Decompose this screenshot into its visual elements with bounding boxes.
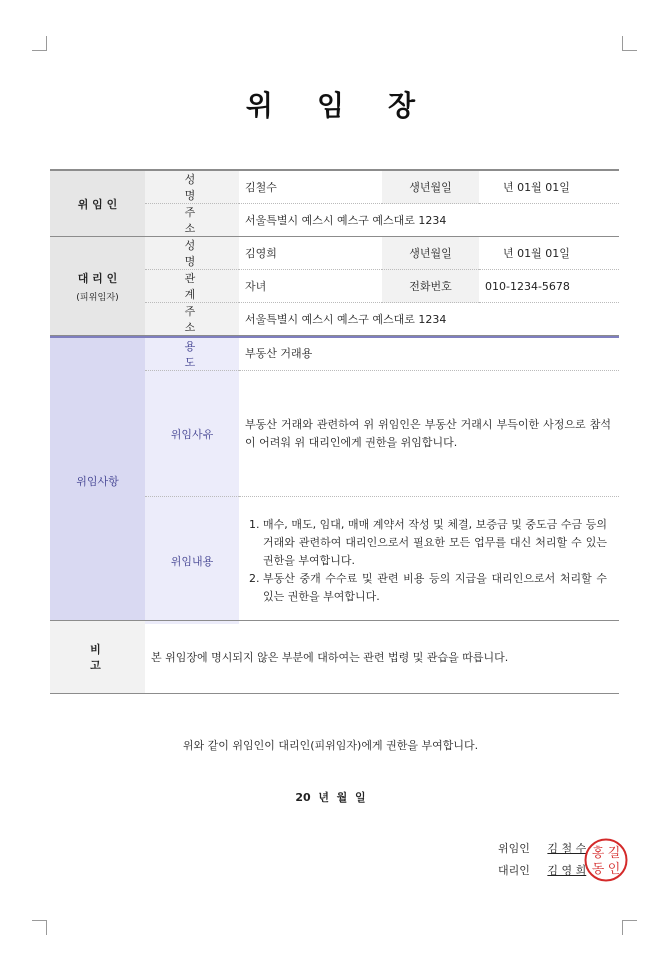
delegator-address-label: 주 소 — [145, 204, 239, 237]
purpose-label: 용 도 — [145, 337, 239, 371]
svg-text:길: 길 — [607, 846, 621, 861]
agent-phone: 010-1234-5678 — [479, 270, 619, 303]
statement: 위와 같이 위임인이 대리인(피위임자)에게 권한을 부여합니다. — [182, 739, 479, 752]
agent-signature — [498, 862, 586, 878]
agent-birth-label: 생년월일 — [382, 237, 479, 270]
agent-address: 서울특별시 예스시 예스구 예스대로 1234 — [239, 303, 619, 336]
agent-group-label — [50, 237, 145, 336]
agent-relation: 자녀 — [239, 270, 382, 303]
title-char: 위 — [245, 89, 273, 122]
delegator-signature-name: 김 철 수 — [547, 842, 587, 855]
remarks-text: 본 위임장에 명시되지 않은 부분에 대하여는 관련 법령 및 관습을 따릅니다. — [151, 651, 509, 664]
seal-stamp — [584, 838, 628, 882]
purpose-value: 부동산 거래용 — [239, 337, 619, 371]
delegator-birth-label: 생년월일 — [382, 170, 479, 204]
delegator-signature — [498, 840, 586, 856]
svg-text:동: 동 — [591, 862, 605, 877]
reason-value: 부동산 거래와 관련하여 위 위임인은 부동산 거래시 부득이한 사정으로 참석이 어려워 위 대리인에게 권한을 위임합니다. — [239, 371, 619, 497]
agent-address-label: 주 소 — [145, 303, 239, 336]
delegator-address: 서울특별시 예스시 예스구 예스대로 1234 — [239, 204, 619, 237]
agent-group-title: 대 리 인 — [77, 271, 118, 285]
svg-text:홍: 홍 — [591, 846, 605, 861]
agent-signature-name: 김 영 희 — [547, 864, 587, 877]
delegator-name-label: 성 명 — [145, 170, 239, 204]
reason-label: 위임사유 — [145, 371, 239, 497]
agent-group-subtitle: (피위임자) — [76, 291, 119, 303]
content-value — [239, 497, 619, 625]
content-item: 1. 매수, 매도, 임대, 매매 계약서 작성 및 체결, 보증금 및 중도금 수금 등의 거래와 관련하여 대리인으로서 필요한 모든 업무를 대신 처리할 수 있는 권한을 부여합니다. — [263, 516, 613, 570]
agent-name: 김영희 — [239, 237, 382, 270]
date-line: 20 년 월 일 — [295, 791, 366, 804]
delegator-group-label: 위 임 인 — [50, 170, 145, 237]
remarks-table — [50, 620, 619, 694]
content-item: 2. 부동산 중개 수수료 및 관련 비용 등의 지급을 대리인으로서 처리할 수 있는 권한을 부여합니다. — [263, 570, 613, 606]
delegation-table — [50, 336, 619, 624]
crop-mark-top-right — [622, 36, 637, 51]
svg-text:인: 인 — [607, 862, 621, 877]
title-char: 장 — [388, 89, 416, 122]
agent-birth: 년 01월 01일 — [479, 237, 619, 270]
document-title — [0, 84, 661, 124]
delegator-signature-label: 위임인 — [498, 842, 530, 855]
parties-table — [50, 169, 619, 336]
delegator-birth: 년 01월 01일 — [479, 170, 619, 204]
delegation-group-label: 위임사항 — [50, 337, 145, 624]
content-label: 위임내용 — [145, 497, 239, 625]
crop-mark-top-left — [32, 36, 47, 51]
agent-phone-label: 전화번호 — [382, 270, 479, 303]
agent-signature-label: 대리인 — [498, 864, 530, 877]
delegator-name: 김철수 — [239, 170, 382, 204]
agent-relation-label: 관 계 — [145, 270, 239, 303]
agent-name-label: 성 명 — [145, 237, 239, 270]
title-char: 임 — [316, 89, 345, 122]
remarks-label: 비 고 — [50, 621, 145, 694]
crop-mark-bottom-right — [622, 920, 637, 935]
crop-mark-bottom-left — [32, 920, 47, 935]
